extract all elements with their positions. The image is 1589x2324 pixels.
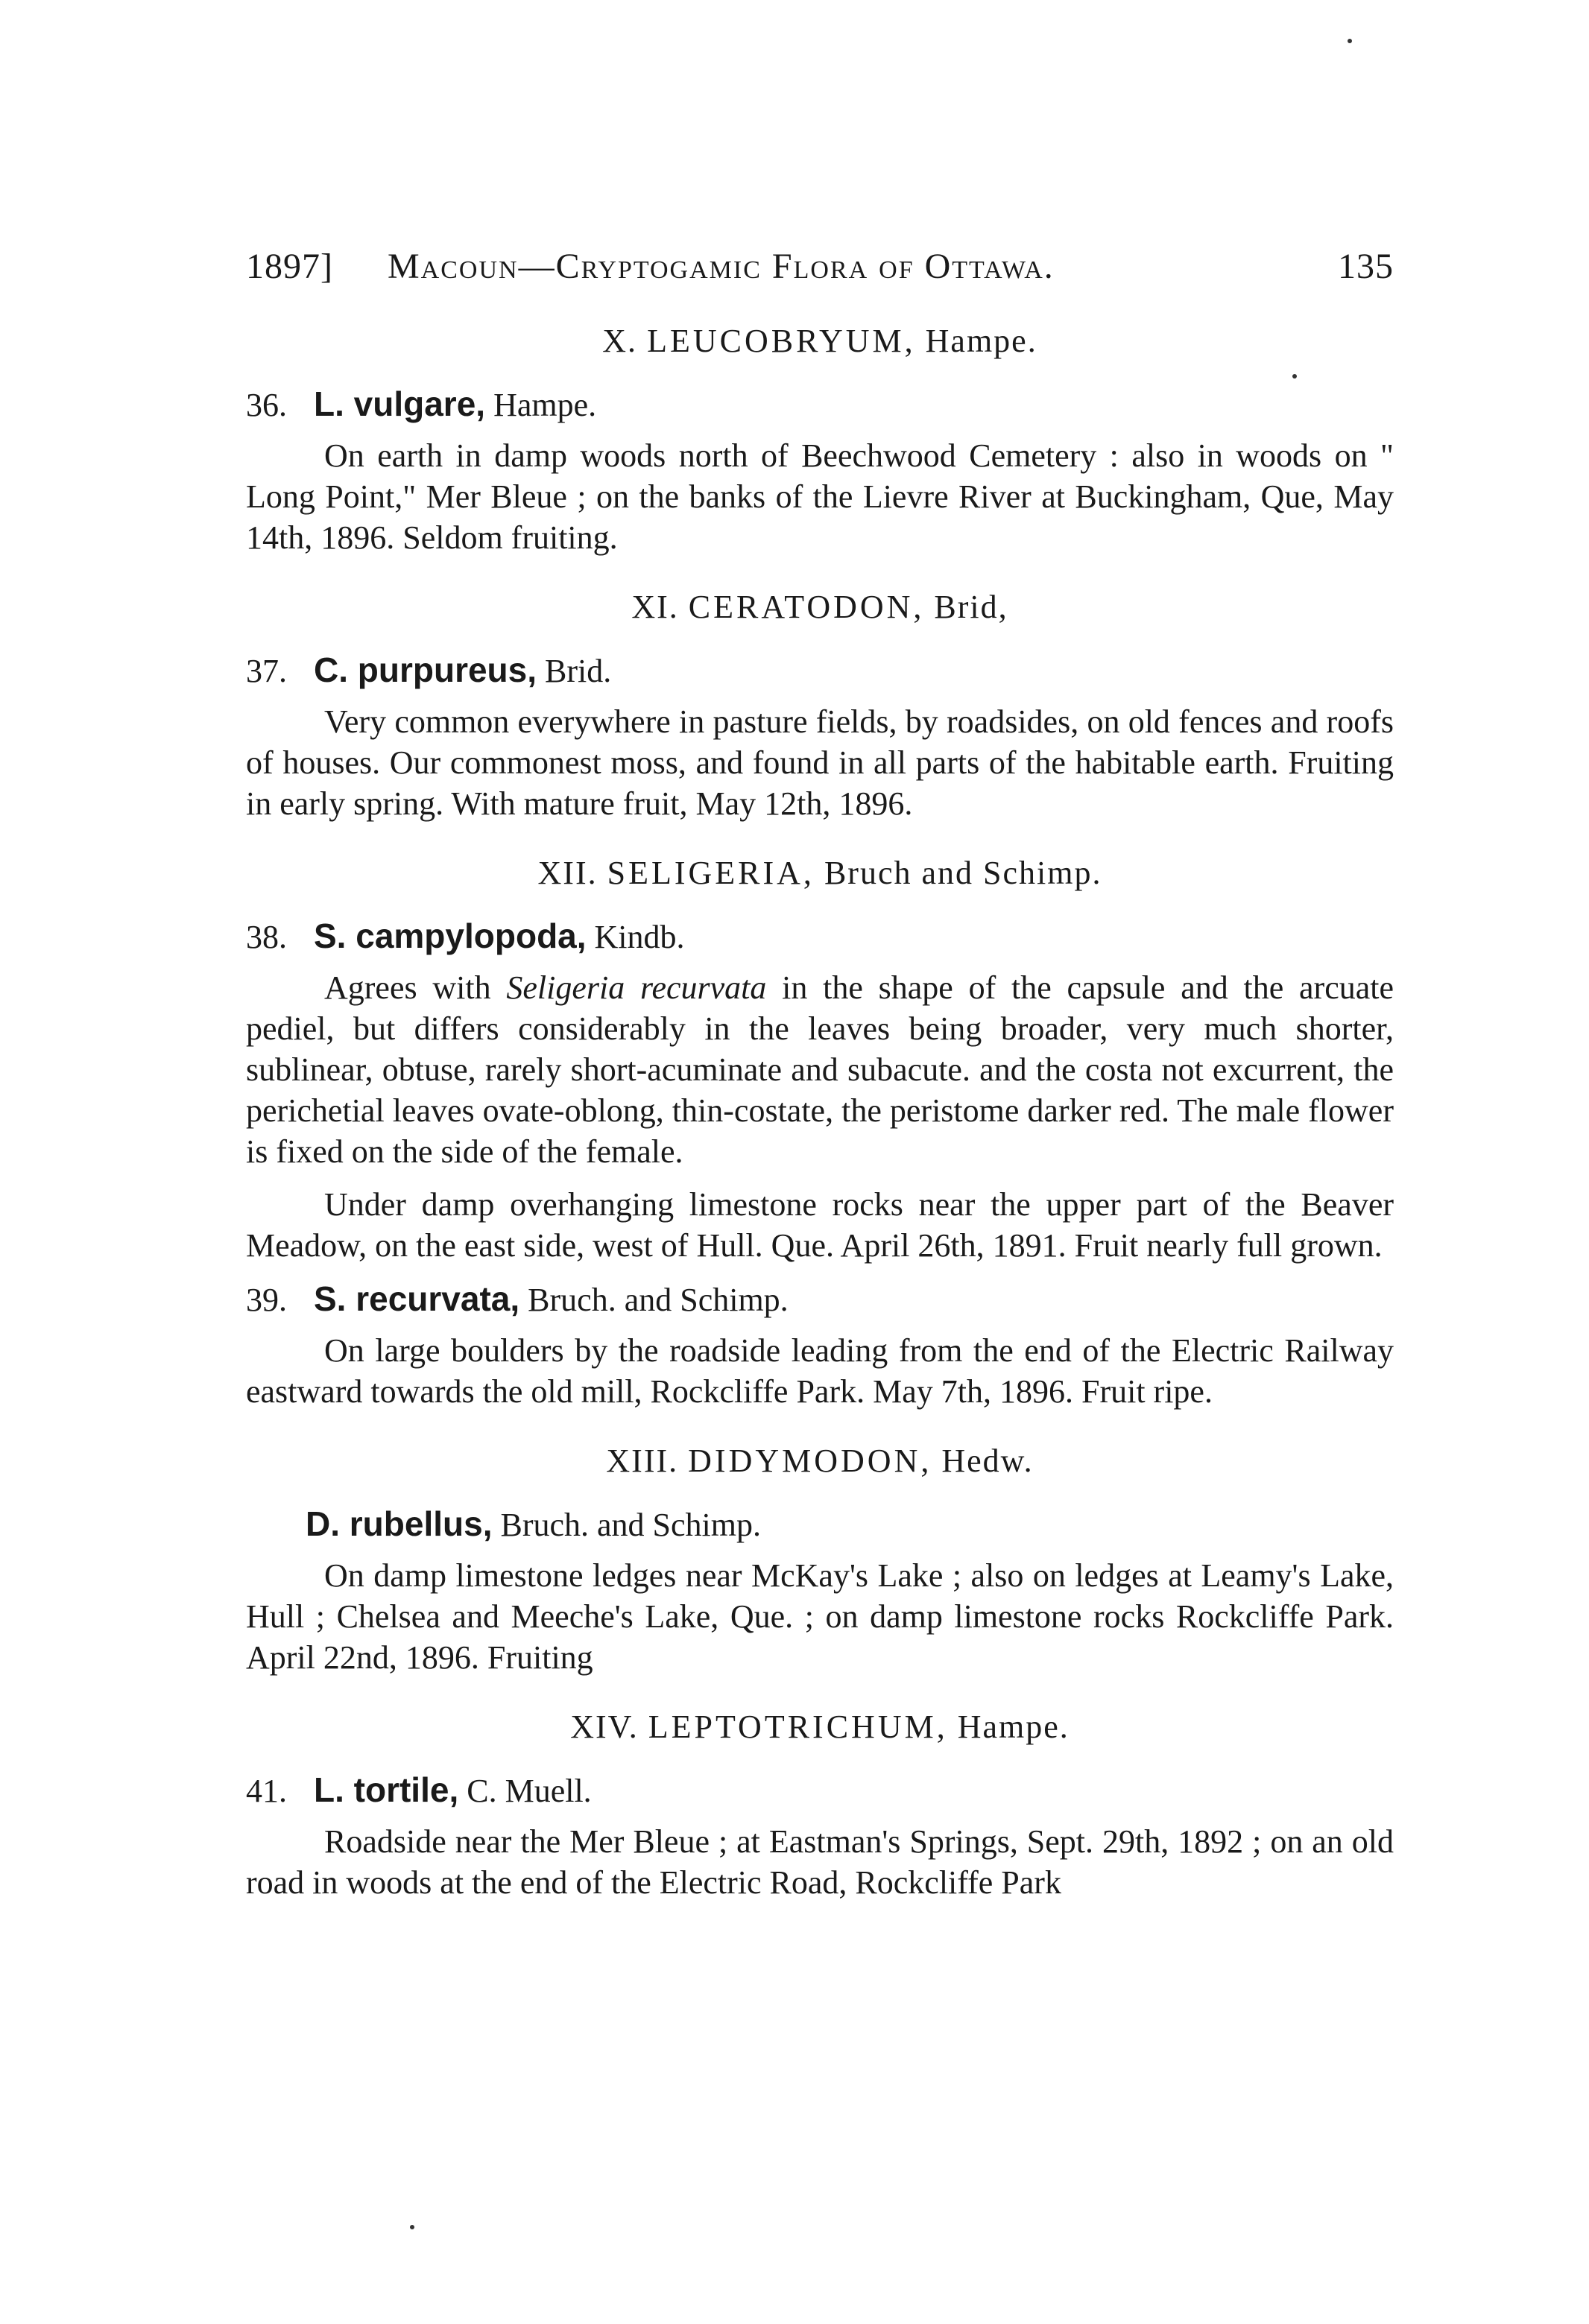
genus-authority: Hampe. (925, 323, 1037, 359)
genus-heading-didymodon (246, 1440, 1394, 1482)
genus-name: DIDYMODON, (688, 1443, 932, 1479)
species-number: 36. (246, 387, 287, 423)
species-name: D. rubellus, (306, 1504, 493, 1543)
species-locality: Under damp overhanging limestone rocks near the upper part of the Beaver Meadow, on the east side, west of Hull. Que. April 26th, 1891. Fruit nearly full grown. (246, 1186, 1394, 1264)
species-authority: C. Muell. (467, 1773, 592, 1809)
species-authority: Kindb. (594, 919, 685, 955)
genus-authority: Bruch and Schimp. (824, 855, 1102, 891)
genus-numeral: XIII. (606, 1443, 679, 1479)
species-heading-c-purpureus (246, 649, 1394, 692)
species-name: L. vulgare, (314, 384, 486, 423)
species-authority: Bruch. and Schimp. (528, 1282, 789, 1318)
species-authority: Brid. (545, 653, 612, 689)
species-heading-s-campylopoda (246, 915, 1394, 958)
scan-speck (1348, 39, 1352, 43)
species-number: 41. (246, 1773, 287, 1809)
species-heading-s-recurvata (246, 1278, 1394, 1321)
species-heading-l-tortile (246, 1769, 1394, 1812)
species-description (246, 967, 1394, 1172)
genus-heading-leucobryum (246, 320, 1394, 362)
species-description: Roadside near the Mer Bleue ; at Eastman's Springs, Sept. 29th, 1892 ; on an old road in woods at the end of the Electric Road, Rockcliffe Park (246, 1823, 1394, 1901)
page-number: 135 (1338, 247, 1394, 286)
species-description: On earth in damp woods north of Beechwood Cemetery : also in woods on " Long Point," Mer Bleue ; on the banks of the Lievre River at Buckingham, Que, May 14th, 1896. Seldom fruiting. (246, 437, 1394, 556)
content (246, 320, 1394, 1915)
species-authority: Hampe. (493, 387, 597, 423)
genus-heading-seligeria (246, 852, 1394, 894)
italic-species-ref: Seligeria recurvata (506, 969, 767, 1006)
species-heading-l-vulgare (246, 383, 1394, 426)
species-name: S. recurvata, (314, 1279, 520, 1318)
genus-heading-leptotrichum (246, 1706, 1394, 1748)
species-description: On large boulders by the roadside leading from the end of the Electric Railway eastward towards the old mill, Rockcliffe Park. May 7th, 1896. Fruit ripe. (246, 1332, 1394, 1410)
genus-name: SELIGERIA, (607, 855, 815, 891)
running-head (246, 246, 1394, 298)
scan-speck (1292, 374, 1297, 379)
species-number: 38. (246, 919, 287, 955)
genus-numeral: XI. (631, 589, 679, 625)
species-name: C. purpureus, (314, 650, 537, 689)
species-number: 37. (246, 653, 287, 689)
genus-name: LEPTOTRICHUM, (648, 1709, 948, 1745)
header-title: Macoun—Cryptogamic Flora of Ottawa. (388, 247, 1055, 286)
species-number: 39. (246, 1282, 287, 1318)
header-year: 1897] (246, 247, 333, 286)
species-name: S. campylopoda, (314, 916, 587, 955)
genus-heading-ceratodon (246, 586, 1394, 628)
description-text: Agrees with (324, 969, 507, 1006)
genus-name: CERATODON, (688, 589, 925, 625)
species-description: On damp limestone ledges near McKay's Lake ; also on ledges at Leamy's Lake, Hull ; Chelsea and Meeche's Lake, Que. ; on damp limestone rocks Rockcliffe Park. April 22nd, 1896. Fruiting (246, 1557, 1394, 1676)
genus-authority: Hampe. (957, 1709, 1070, 1745)
description-text: in the shape of the capsule and the arcuate pediel, but differs considerably in the leaves being broader, very much shorter, sublinear, obtuse, rarely short-acuminate and subacute. and the costa not excurrent, the perichetial leaves ovate-oblong, thin-costate, the peristome darker red. The male flower is fixed on the side of the female. (246, 969, 1394, 1170)
genus-name: LEUCOBRYUM, (647, 323, 916, 359)
species-heading-d-rubellus (246, 1503, 1394, 1546)
species-authority: Bruch. and Schimp. (500, 1507, 761, 1543)
species-name: L. tortile, (314, 1770, 459, 1809)
page (246, 0, 1394, 2324)
genus-numeral: XII. (537, 855, 598, 891)
genus-authority: Brid, (934, 589, 1008, 625)
species-description: Very common everywhere in pasture fields, by roadsides, on old fences and roofs of houses. Our commonest moss, and found in all parts of the habitable earth. Fruiting in early spring. With mature fruit, May 12th, 1896. (246, 703, 1394, 822)
genus-numeral: XIV. (570, 1709, 639, 1745)
genus-authority: Hedw. (941, 1443, 1034, 1479)
scan-speck (410, 2225, 414, 2229)
genus-numeral: X. (602, 323, 638, 359)
